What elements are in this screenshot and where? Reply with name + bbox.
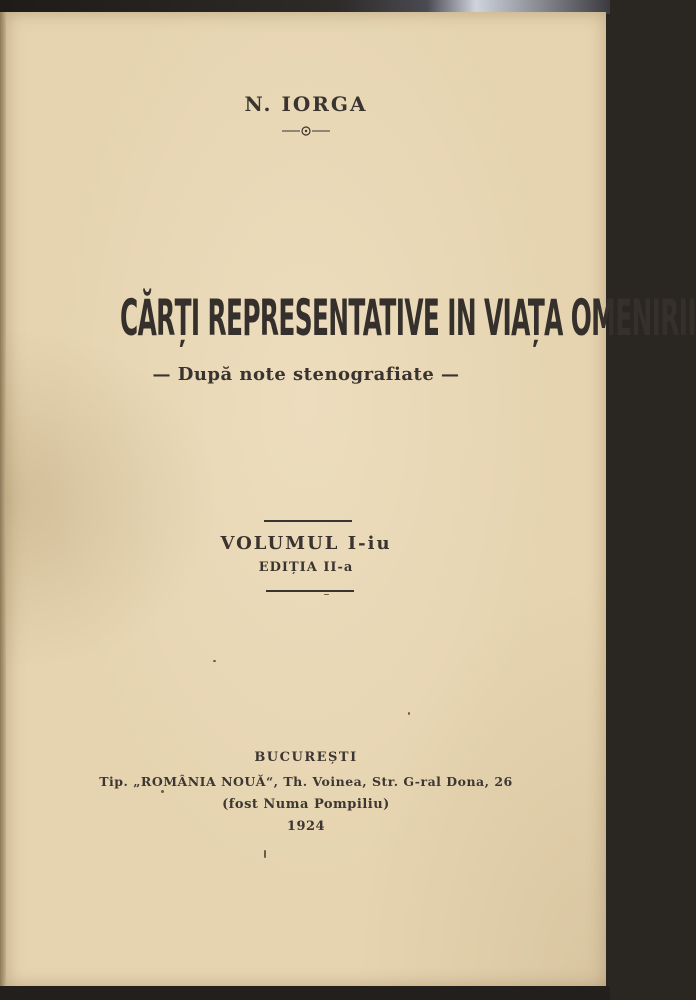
edition-label: EDIȚIA II-a bbox=[258, 560, 354, 575]
book-title: CĂRȚI REPRESENTATIVE IN VIAȚA OMENIRII bbox=[120, 290, 696, 348]
imprint-city: BUCUREȘTI bbox=[254, 750, 358, 765]
paper-speck bbox=[324, 594, 329, 595]
volume-label: VOLUMUL I-iu bbox=[220, 533, 392, 554]
paper-speck bbox=[264, 850, 266, 858]
imprint-year: 1924 bbox=[286, 819, 326, 834]
imprint-printer: Tip. „ROMÂNIA NOUĂ“, Th. Voinea, Str. G-ral Dona, 26 bbox=[99, 774, 513, 789]
scanner-bottom-edge bbox=[0, 986, 610, 1000]
author-name: N. IORGA bbox=[244, 92, 368, 116]
book-subtitle: — După note stenografiate — bbox=[152, 364, 460, 385]
divider-line-bottom bbox=[266, 590, 354, 592]
paper-speck bbox=[408, 712, 410, 715]
paper-speck bbox=[213, 660, 216, 662]
imprint-former-name: (fost Numa Pompiliu) bbox=[222, 797, 390, 812]
divider-line-top bbox=[264, 520, 352, 522]
ornament-divider-icon bbox=[276, 125, 336, 137]
title-page bbox=[6, 12, 696, 987]
paper-speck bbox=[161, 790, 164, 793]
